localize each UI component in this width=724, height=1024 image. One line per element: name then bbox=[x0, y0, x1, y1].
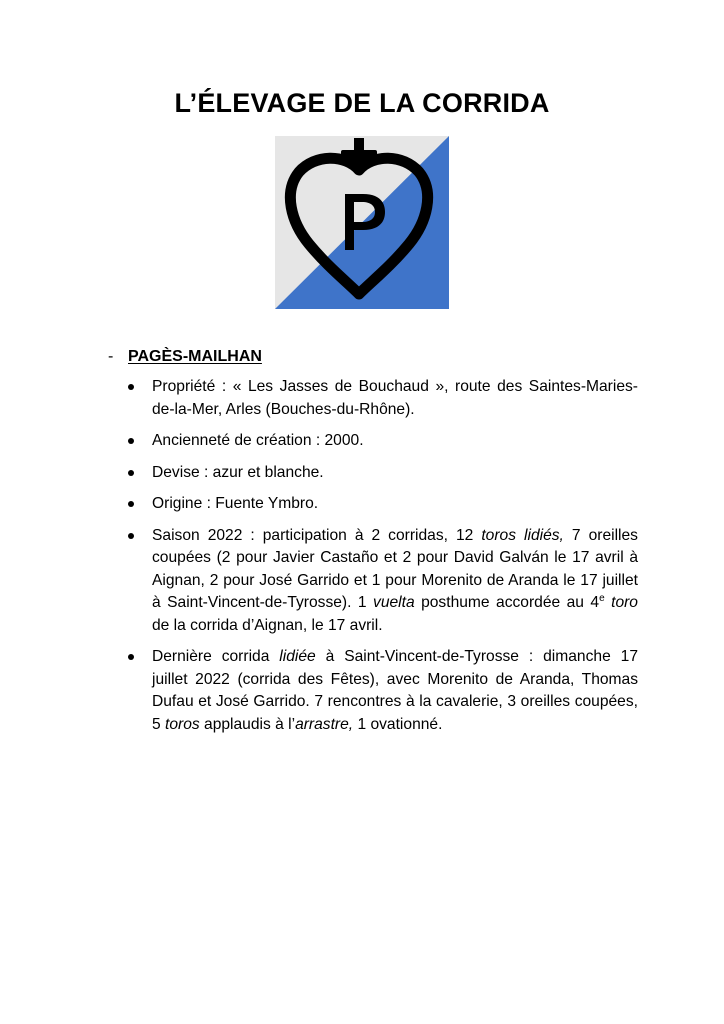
list-dash: - bbox=[108, 348, 114, 365]
breeder-name: PAGÈS-MAILHAN bbox=[128, 348, 262, 365]
bullet-icon bbox=[128, 384, 134, 390]
bullet-icon bbox=[128, 438, 134, 444]
breeder-brand-logo bbox=[275, 136, 449, 309]
fact-anciennete: Ancienneté de création : 2000. bbox=[108, 430, 638, 453]
fact-propriete: Propriété : « Les Jasses de Bouchaud », route des Saintes-Maries-de-la-Mer, Arles (Bouches-du-Rhône). bbox=[108, 376, 638, 421]
bullet-icon bbox=[128, 533, 134, 539]
bullet-icon bbox=[128, 470, 134, 476]
bullet-icon bbox=[128, 654, 134, 660]
heart-cross-p-icon bbox=[275, 136, 449, 309]
fact-origine: Origine : Fuente Ymbro. bbox=[108, 493, 638, 516]
fact-derniere-corrida: Dernière corrida lidiée à Saint-Vincent-de-Tyrosse : dimanche 17 juillet 2022 (corrida des Fêtes), avec Morenito de Aranda, Thomas Dufau et José Garrido. 7 rencontres à la cavalerie, 3 oreilles coupées, 5 toros applaudis à l’arrastre, 1 ovationné. bbox=[108, 646, 638, 736]
page-title: L’ÉLEVAGE DE LA CORRIDA bbox=[174, 88, 550, 118]
fact-saison-2022: Saison 2022 : participation à 2 corridas, 12 toros lidiés, 7 oreilles coupées (2 pour Javier Castaño et 2 pour David Galván le 17 avril à Aignan, 2 pour José Garrido et 1 pour Morenito de Aranda le 17 juillet à Saint-Vincent-de-Tyrosse). 1 vuelta posthume accordée au 4e toro de la corrida d’Aignan, le 17 avril. bbox=[108, 525, 638, 638]
bullet-icon bbox=[128, 501, 134, 507]
breeder-heading bbox=[108, 346, 648, 368]
breeder-facts-list bbox=[108, 376, 648, 736]
fact-devise: Devise : azur et blanche. bbox=[108, 462, 638, 485]
breeder-section bbox=[108, 346, 648, 745]
